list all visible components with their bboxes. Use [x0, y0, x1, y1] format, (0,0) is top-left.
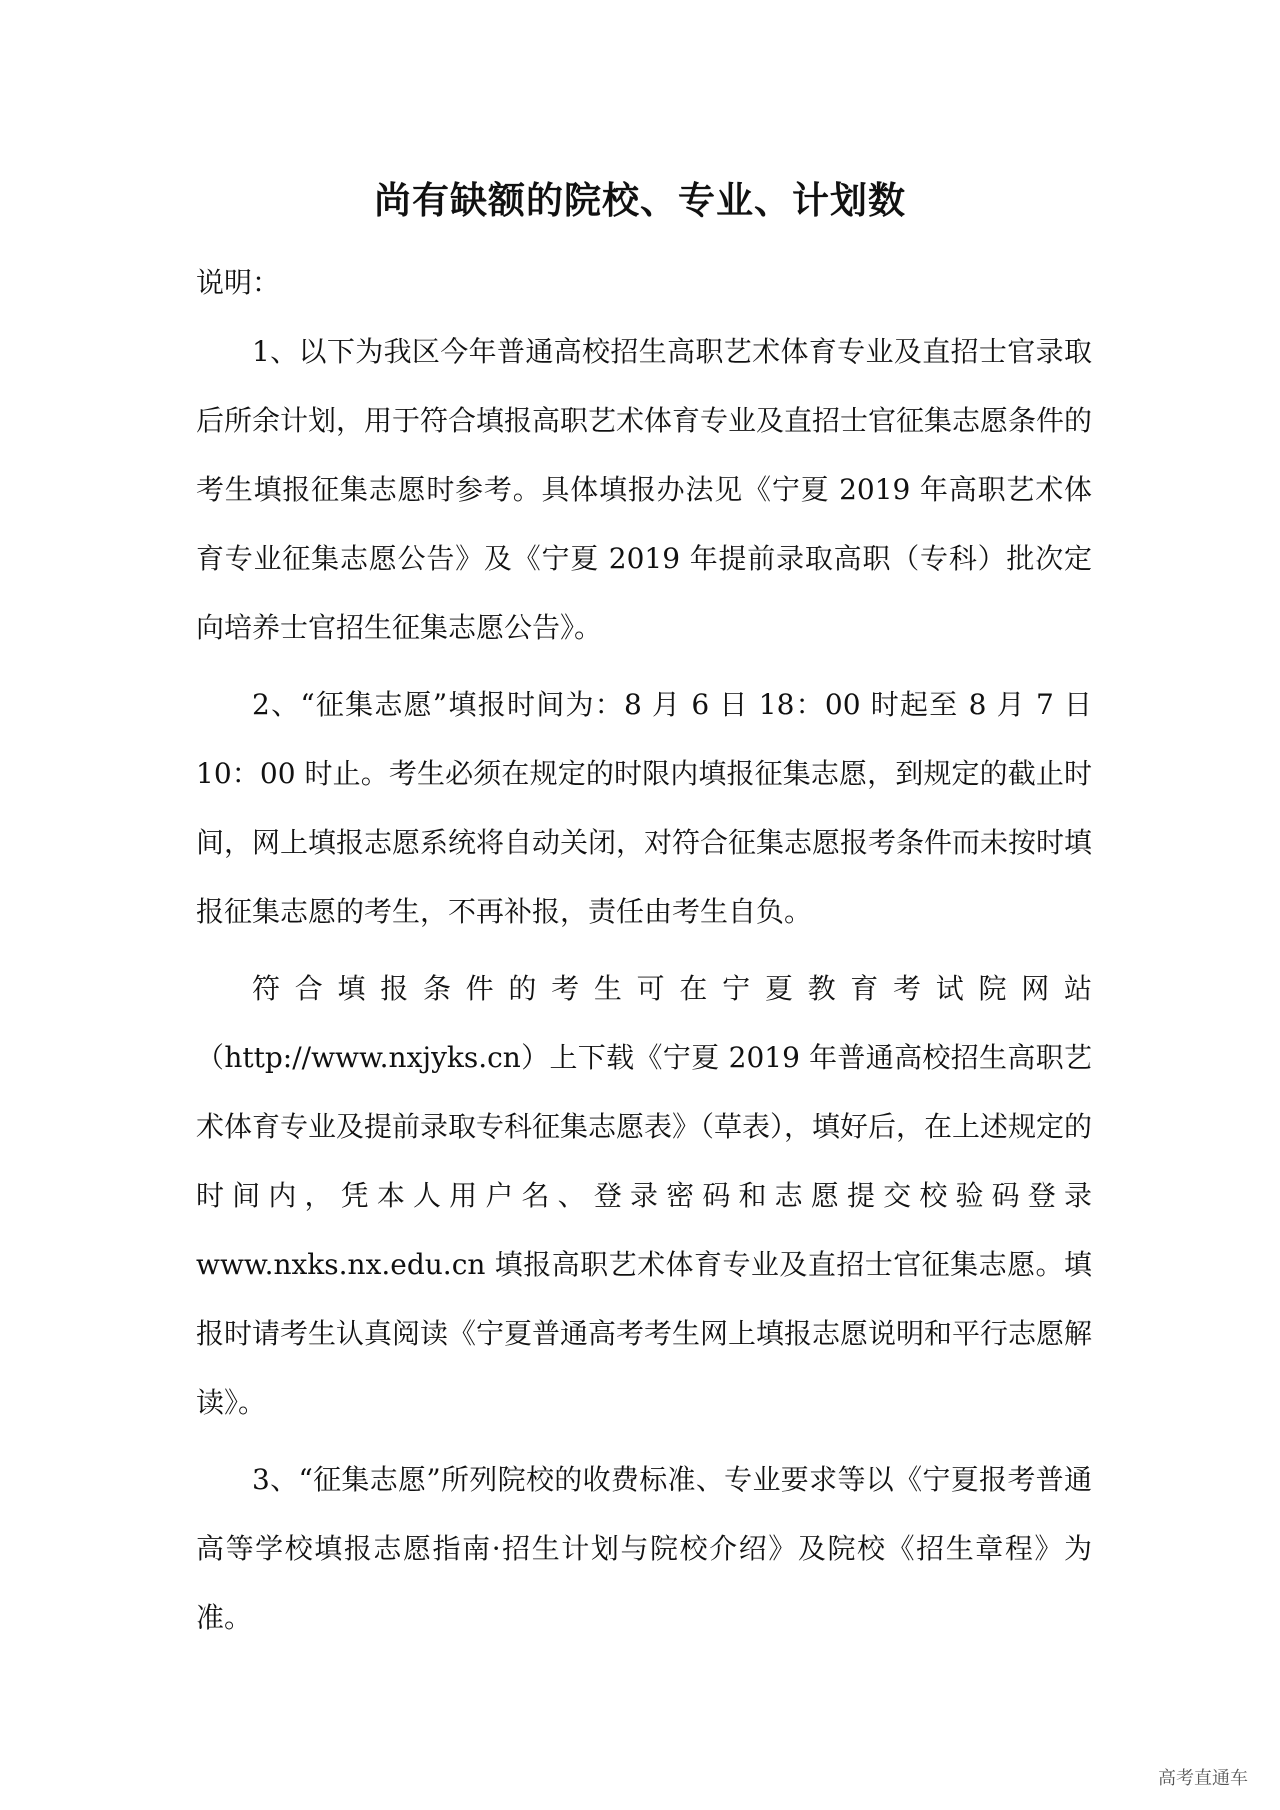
source-watermark: 高考直通车 [1158, 1768, 1248, 1789]
document-body [196, 248, 1092, 1652]
intro-label: 说明： [196, 266, 281, 299]
paragraph-1: 1、以下为我区今年普通高校招生高职艺术体育专业及直招士官录取后所余计划，用于符合填报高职艺术体育专业及直招士官征集志愿条件的考生填报征集志愿时参考。具体填报办法见《宁夏 2019 年高职艺术体育专业征集志愿公告》及《宁夏 2019 年提前录取高职（专科）批次定向培养士官招生征集志愿公告》。 [196, 335, 1093, 644]
paragraph-3: 符合填报条件的考生可在宁夏教育考试院网站（http://www.nxjyks.cn）上下载《宁夏 2019 年普通高校招生高职艺术体育专业及提前录取专科征集志愿表》（草表），填好后，在上述规定的时间内，凭本人用户名、登录密码和志愿提交校验码登录 www.nxks.nx.edu.cn 填报高职艺术体育专业及直招士官征集志愿。填报时请考生认真阅读《宁夏普通高考考生网上填报志愿说明和平行志愿解读》。 [196, 972, 1093, 1419]
paragraph-2: 2、“征集志愿”填报时间为：8 月 6 日 18：00 时起至 8 月 7 日 10：00 时止。考生必须在规定的时限内填报征集志愿，到规定的截止时间，网上填报志愿系统将自动关闭，对符合征集志愿报考条件而未按时填报征集志愿的考生，不再补报，责任由考生自负。 [196, 688, 1093, 928]
document-title: 尚有缺额的院校、专业、计划数 [374, 178, 906, 222]
paragraph-4: 3、“征集志愿”所列院校的收费标准、专业要求等以《宁夏报考普通高等学校填报志愿指南·招生计划与院校介绍》及院校《招生章程》为准。 [196, 1463, 1092, 1634]
